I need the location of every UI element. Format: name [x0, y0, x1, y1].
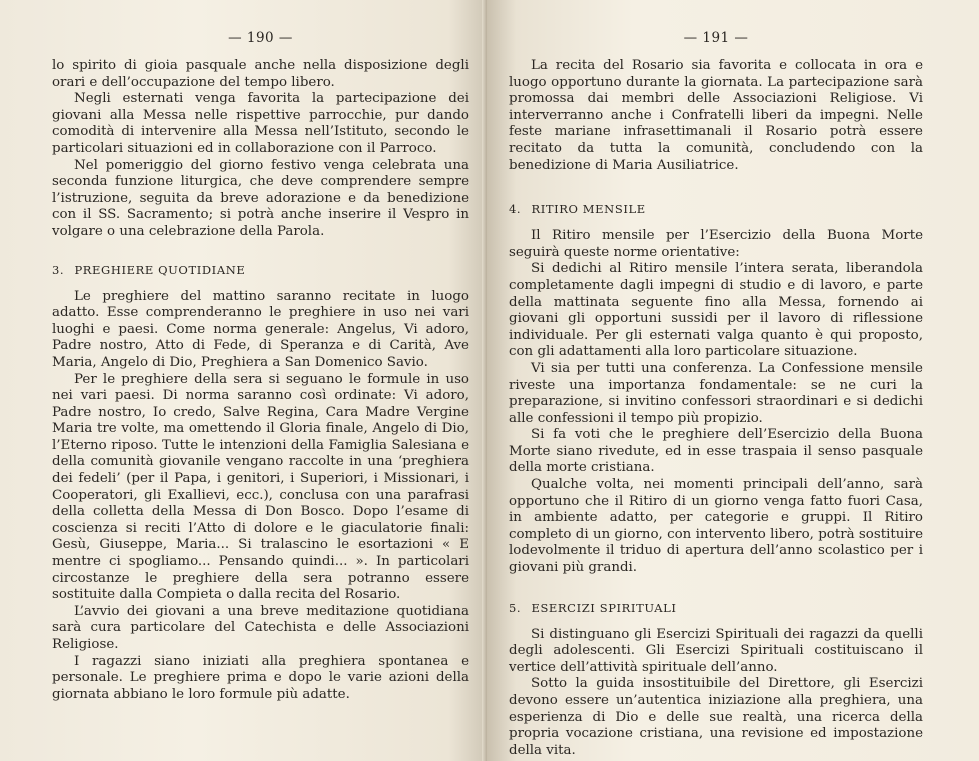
section-heading: [52, 263, 469, 277]
paragraph: Negli esternati venga favorita la partecipazione dei giovani alla Messa nelle rispettive parrocchie, pur dando comodità di intervenire alla Messa nell’Istituto, secondo le particolari situazioni ed in collaborazione con il Parroco.: [52, 91, 469, 156]
section-heading: [509, 202, 923, 216]
paragraph: Si fa voti che le preghiere dell’Esercizio della Buona Morte siano rivedute, ed in esse traspaia il senso pasquale della morte cristiana.: [509, 427, 923, 476]
paragraph: I ragazzi siano iniziati alla preghiera spontanea e personale. Le preghiere prima e dopo le varie azioni della giornata abbiano le loro formule più adatte.: [52, 653, 469, 702]
section-title: PREGHIERE QUOTIDIANE: [74, 262, 246, 277]
paragraph: Nel pomeriggio del giorno festivo venga celebrata una seconda funzione liturgica, che deve comprendere sempre l’istruzione, seguita da breve adorazione e da benedizione con il SS. Sacramento; si potrà anche inserire il Vespro in volgare o una celebrazione della Parola.: [52, 157, 469, 239]
paragraph: Per le preghiere della sera si seguano le formule in uso nei vari paesi. Di norma saranno così ordinate: Vi adoro, Padre nostro, Io credo, Salve Regina, Cara Madre Vergine Maria tre volte, ma omettendo il Gloria finale, Angelo di Dio, l’Eterno riposo. Tutte le intenzioni della Famiglia Salesiana e della comunità giovanile vengano raccolte in una ‘preghiera dei fedeli’ (per il Papa, i genitori, i Superiori, i Missionari, i Cooperatori, gli Exallievi, ecc.), conclusa con una parafrasi della colletta della Messa di Don Bosco. Dopo l’esame di coscienza si reciti l’Atto di dolore e le giaculatorie finali: Gesù, Giuseppe, Maria... Si tralascino le esortazioni « E mentre ci spogliamo... Pensando quindi... ». In particolari circostanze le preghiere della sera potranno essere sostituite dalla Compieta o dalla recita del Rosario.: [52, 371, 469, 603]
section-title: RITIRO MENSILE: [531, 202, 646, 217]
paragraph: lo spirito di gioia pasquale anche nella disposizione degli orari e dell’occupazione del tempo libero.: [52, 58, 469, 90]
section-number: 4.: [509, 202, 522, 217]
section-title: ESERCIZI SPIRITUALI: [531, 600, 677, 615]
left-page: [0, 0, 487, 761]
paragraph: Si dedichi al Ritiro mensile l’intera serata, liberandola completamente dagli impegni di studio e di lavoro, e parte della mattinata seguente fino alla Messa, fornendo ai giovani gli opportuni sussidi per il lavoro di riflessione individuale. Per gli esternati valga quanto è qui proposto, con gli adattamenti alla loro particolare situazione.: [509, 261, 923, 360]
page-number: — 191 —: [683, 30, 749, 46]
section-number: 5.: [509, 600, 522, 615]
section-number: 3.: [52, 262, 65, 277]
page-number: — 190 —: [228, 30, 293, 46]
right-page: [487, 0, 979, 761]
paragraph: Qualche volta, nei momenti principali dell’anno, sarà opportuno che il Ritiro di un giorno venga fatto fuori Casa, in ambiente adatto, per categorie e gruppi. Il Ritiro completo di un giorno, con intervento libero, potrà sostituire lodevolmente il triduo di apertura dell’anno scolastico per i giovani più grandi.: [509, 477, 923, 576]
section-heading: [509, 601, 923, 615]
paragraph: Vi sia per tutti una conferenza. La Confessione mensile riveste una importanza fondamentale: se ne curi la preparazione, si invitino confessori straordinari e si dedichi alle confessioni il tempo più propizio.: [509, 360, 923, 426]
paragraph: Sotto la guida insostituibile del Direttore, gli Esercizi devono essere un’autentica iniziazione alla preghiera, una esperienza di Dio e delle sue realtà, una ricerca della propria vocazione cristiana, una revisione ed impostazione della vita.: [509, 676, 923, 758]
paragraph: Il Ritiro mensile per l’Esercizio della Buona Morte seguirà queste norme orientative:: [509, 228, 923, 260]
paragraph: L’avvio dei giovani a una breve meditazione quotidiana sarà cura particolare del Catechista e delle Associazioni Religiose.: [52, 603, 469, 652]
paragraph: La recita del Rosario sia favorita e collocata in ora e luogo opportuno durante la giornata. La partecipazione sarà promossa dai membri delle Associazioni Religiose. Vi interverranno anche i Confratelli liberi da impegni. Nelle feste mariane infrasettimanali il Rosario potrà essere recitato da tutta la comunità, concludendo con la benedizione di Maria Ausiliatrice.: [509, 58, 923, 173]
paragraph: Si distinguano gli Esercizi Spirituali dei ragazzi da quelli degli adolescenti. Gli Esercizi Spirituali costituiscano il vertice dell’attività spirituale dell’anno.: [509, 626, 923, 675]
paragraph: Le preghiere del mattino saranno recitate in luogo adatto. Esse comprenderanno le preghiere in uso nei vari luoghi e paesi. Come norma generale: Angelus, Vi adoro, Padre nostro, Atto di Fede, di Speranza e di Carità, Ave Maria, Angelo di Dio, Preghiera a San Domenico Savio.: [52, 288, 469, 370]
